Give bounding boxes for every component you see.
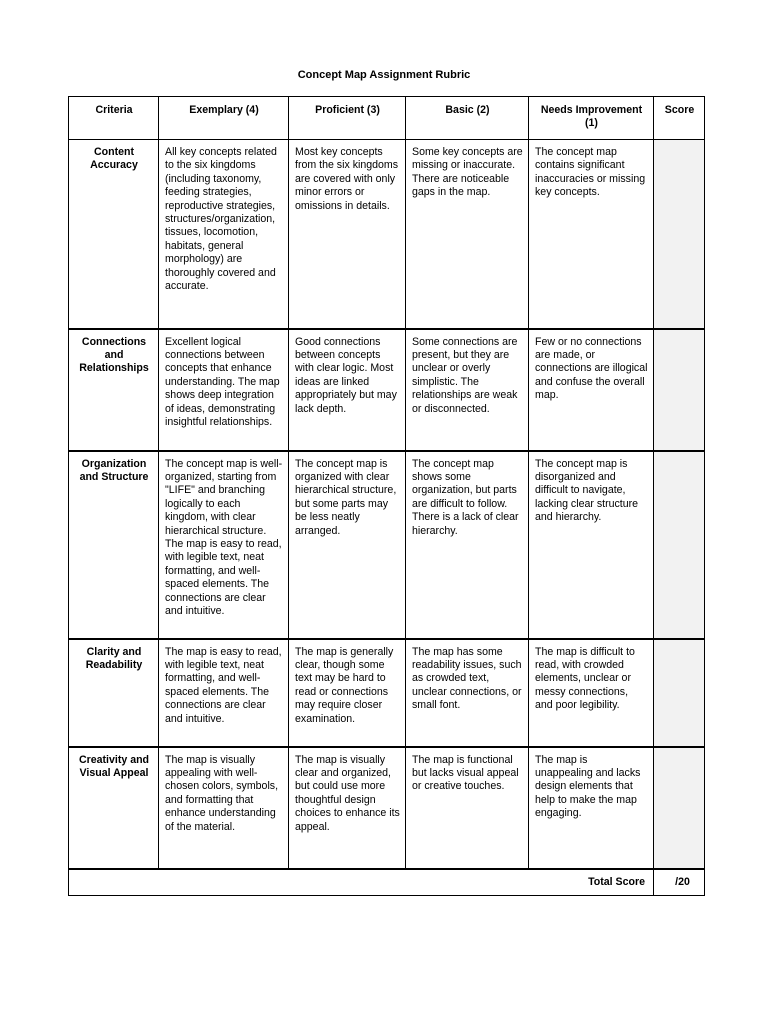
row-connections-relationships <box>69 329 705 451</box>
row-content-accuracy <box>69 140 705 329</box>
row-creativity-visual-appeal <box>69 747 705 869</box>
criteria-cell: Creativity and Visual Appeal <box>69 747 159 869</box>
needs-improvement-cell: Few or no connections are made, or connections are illogical and confuse the overall map. <box>529 329 654 451</box>
header-row <box>69 97 705 140</box>
criteria-cell: Organization and Structure <box>69 451 159 639</box>
score-cell[interactable] <box>654 329 705 451</box>
proficient-cell: Good connections between concepts with clear logic. Most ideas are linked appropriately but may lack depth. <box>289 329 406 451</box>
rubric-table <box>68 96 705 896</box>
proficient-cell: The map is visually clear and organized, but could use more thoughtful design choices to enhance its appeal. <box>289 747 406 869</box>
basic-cell: The map is functional but lacks visual appeal or creative touches. <box>406 747 529 869</box>
basic-cell: Some key concepts are missing or inaccurate. There are noticeable gaps in the map. <box>406 140 529 329</box>
criteria-cell: Connections and Relationships <box>69 329 159 451</box>
basic-cell: The concept map shows some organization, but parts are difficult to follow. There is a lack of clear hierarchy. <box>406 451 529 639</box>
total-row <box>69 869 705 896</box>
basic-cell: The map has some readability issues, such as crowded text, unclear connections, or small font. <box>406 639 529 747</box>
header-proficient: Proficient (3) <box>289 97 406 140</box>
score-cell[interactable] <box>654 451 705 639</box>
proficient-cell: The concept map is organized with clear hierarchical structure, but some parts may be less neatly arranged. <box>289 451 406 639</box>
total-score-value: /20 <box>654 869 705 896</box>
exemplary-cell: The map is easy to read, with legible text, neat formatting, and well-spaced elements. The connections are clear and intuitive. <box>159 639 289 747</box>
basic-cell: Some connections are present, but they are unclear or overly simplistic. The relationships are weak or disconnected. <box>406 329 529 451</box>
row-clarity-readability <box>69 639 705 747</box>
score-cell[interactable] <box>654 140 705 329</box>
header-basic: Basic (2) <box>406 97 529 140</box>
exemplary-cell: Excellent logical connections between concepts that enhance understanding. The map shows deep integration of ideas, demonstrating insightful relationships. <box>159 329 289 451</box>
header-needs-improvement: Needs Improvement (1) <box>529 97 654 140</box>
exemplary-cell: The concept map is well-organized, starting from "LIFE" and branching logically to each kingdom, with clear hierarchical structure. The map is easy to read, with legible text, neat formatting, and well-spaced elements. The connections are clear and intuitive. <box>159 451 289 639</box>
needs-improvement-cell: The map is unappealing and lacks design elements that help to make the map engaging. <box>529 747 654 869</box>
score-cell[interactable] <box>654 747 705 869</box>
header-criteria: Criteria <box>69 97 159 140</box>
needs-improvement-cell: The concept map contains significant inaccuracies or missing key concepts. <box>529 140 654 329</box>
criteria-cell: Clarity and Readability <box>69 639 159 747</box>
needs-improvement-cell: The concept map is disorganized and difficult to navigate, lacking clear structure and hierarchy. <box>529 451 654 639</box>
proficient-cell: Most key concepts from the six kingdoms are covered with only minor errors or omissions in details. <box>289 140 406 329</box>
total-score-label: Total Score <box>69 869 654 896</box>
page-title: Concept Map Assignment Rubric <box>297 69 471 81</box>
proficient-cell: The map is generally clear, though some text may be hard to read or connections may require closer examination. <box>289 639 406 747</box>
criteria-cell: Content Accuracy <box>69 140 159 329</box>
exemplary-cell: The map is visually appealing with well-chosen colors, symbols, and formatting that enhance understanding of the material. <box>159 747 289 869</box>
row-organization-structure <box>69 451 705 639</box>
score-cell[interactable] <box>654 639 705 747</box>
exemplary-cell: All key concepts related to the six kingdoms (including taxonomy, feeding strategies, reproductive strategies, structures/organization, tissues, locomotion, habitats, general morphology) are thoroughly covered and accurate. <box>159 140 289 329</box>
header-score: Score <box>654 97 705 140</box>
needs-improvement-cell: The map is difficult to read, with crowded elements, unclear or messy connections, and poor legibility. <box>529 639 654 747</box>
header-exemplary: Exemplary (4) <box>159 97 289 140</box>
